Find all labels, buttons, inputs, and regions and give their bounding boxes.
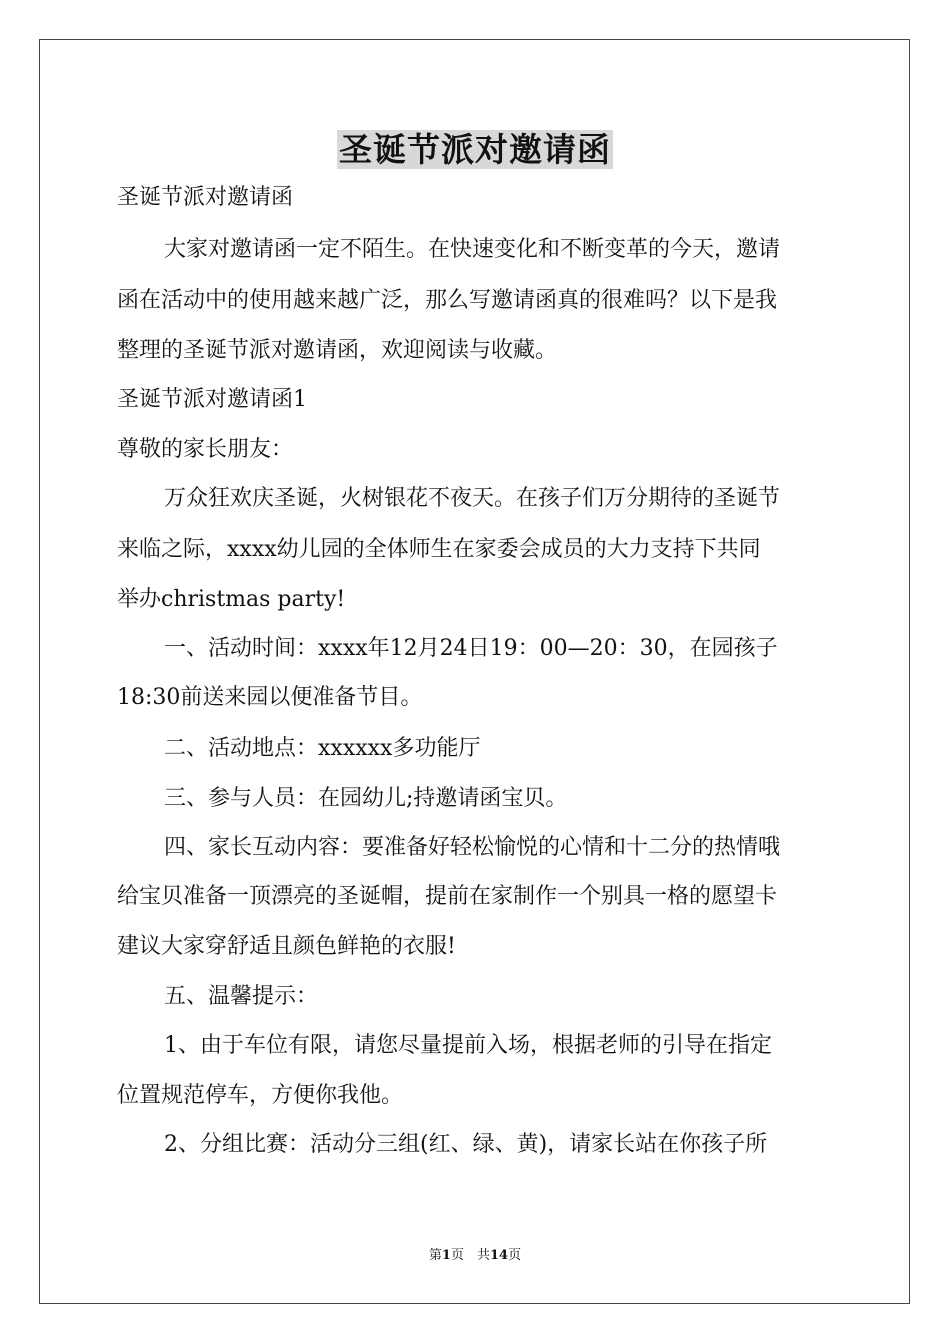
paragraph-line: 万众狂欢庆圣诞，火树银花不夜天。在孩子们万分期待的圣诞节: [164, 486, 781, 511]
list-item-continuation: 18:30前送来园以便准备节目。: [117, 685, 423, 710]
list-item: 三、参与人员：在园幼儿;持邀请函宝贝。: [164, 786, 568, 811]
page-footer: [0, 1247, 950, 1265]
list-item: 五、温馨提示：: [164, 984, 319, 1009]
page-suffix: 页: [508, 1248, 522, 1263]
tip-item: 1、由于车位有限，请您尽量提前入场，根据老师的引导在指定: [164, 1033, 772, 1058]
paragraph-line: 举办christmas party!: [117, 587, 346, 612]
paragraph-line: 整理的圣诞节派对邀请函，欢迎阅读与收藏。: [117, 338, 558, 363]
tip-item-continuation: 位置规范停车，方便你我他。: [117, 1083, 404, 1108]
list-item: 一、活动时间：xxxx年12月24日19：00—20：30，在园孩子: [164, 636, 778, 661]
list-item-continuation: 建议大家穿舒适且颜色鲜艳的衣服!: [117, 934, 456, 959]
section-heading: 圣诞节派对邀请函1: [117, 387, 307, 412]
page-border: [39, 39, 910, 1304]
list-item-continuation: 给宝贝准备一顶漂亮的圣诞帽，提前在家制作一个别具一格的愿望卡: [117, 884, 778, 909]
paragraph-line: 来临之际，xxxx幼儿园的全体师生在家委会成员的大力支持下共同: [117, 537, 761, 562]
subtitle-line: 圣诞节派对邀请函: [117, 185, 294, 210]
current-page-number: 1: [441, 1248, 451, 1263]
total-page-number: 14: [489, 1248, 509, 1263]
list-item: 二、活动地点：xxxxxx多功能厅: [164, 736, 481, 761]
document-title: [0, 127, 950, 173]
paragraph-line: 大家对邀请函一定不陌生。在快速变化和不断变革的今天，邀请: [164, 237, 781, 262]
list-item: 四、家长互动内容：要准备好轻松愉悦的心情和十二分的热情哦: [164, 835, 781, 860]
paragraph-line: 函在活动中的使用越来越广泛，那么写邀请函真的很难吗？以下是我: [117, 288, 778, 313]
page-prefix: 第: [428, 1248, 442, 1263]
page-mid: 页 共: [450, 1248, 490, 1263]
salutation: 尊敬的家长朋友：: [117, 437, 294, 462]
document-title-text: 圣诞节派对邀请函: [339, 130, 611, 169]
tip-item: 2、分组比赛：活动分三组(红、绿、黄)，请家长站在你孩子所: [164, 1132, 768, 1157]
